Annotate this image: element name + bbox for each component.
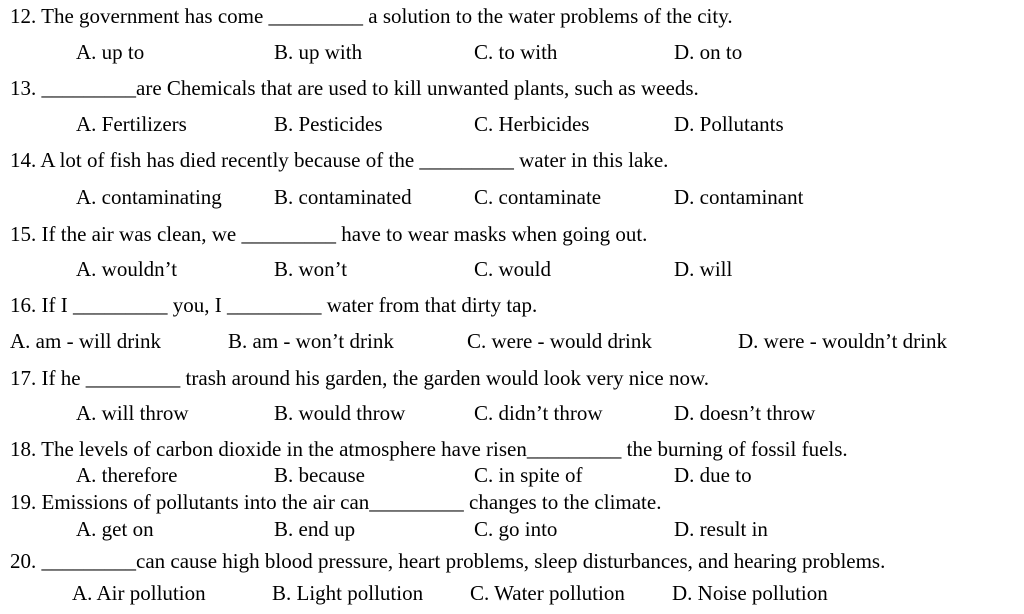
q14-option-a: A. contaminating	[76, 185, 222, 209]
question-20: 20. _________can cause high blood pressure, heart problems, sleep disturbances, and hearing problems.	[10, 549, 886, 573]
q19-option-b: B. end up	[274, 517, 356, 541]
q17-option-a: A. will throw	[76, 401, 189, 425]
q18-option-a: A. therefore	[76, 463, 178, 487]
q19-option-a: A. get on	[76, 517, 154, 541]
question-12: 12. The government has come _________ a solution to the water problems of the city.	[10, 4, 733, 28]
q12-option-d: D. on to	[674, 40, 743, 64]
q13-option-c: C. Herbicides	[474, 112, 590, 136]
q18-option-b: B. because	[274, 463, 365, 487]
q14-option-c: C. contaminate	[474, 185, 602, 209]
question-13: 13. _________are Chemicals that are used to kill unwanted plants, such as weeds.	[10, 76, 699, 100]
q13-option-b: B. Pesticides	[274, 112, 383, 136]
q16-option-a: A. am - will drink	[10, 329, 162, 353]
question-19: 19. Emissions of pollutants into the air can_________ changes to the climate.	[10, 490, 662, 514]
q16-option-b: B. am - won’t drink	[228, 329, 394, 353]
q16-option-d: D. were - wouldn’t drink	[738, 329, 947, 353]
q17-option-d: D. doesn’t throw	[674, 401, 816, 425]
q15-option-b: B. won’t	[274, 257, 348, 281]
q20-option-b: B. Light pollution	[272, 581, 424, 605]
q14-option-d: D. contaminant	[674, 185, 804, 209]
q15-option-d: D. will	[674, 257, 733, 281]
q13-option-d: D. Pollutants	[674, 112, 784, 136]
q14-option-b: B. contaminated	[274, 185, 412, 209]
q15-option-a: A. wouldn’t	[76, 257, 178, 281]
question-15: 15. If the air was clean, we _________ have to wear masks when going out.	[10, 222, 648, 246]
q20-option-d: D. Noise pollution	[672, 581, 828, 605]
q18-option-d: D. due to	[674, 463, 752, 487]
q16-option-c: C. were - would drink	[467, 329, 652, 353]
q13-option-a: A. Fertilizers	[76, 112, 187, 136]
question-16: 16. If I _________ you, I _________ water from that dirty tap.	[10, 293, 538, 317]
q20-option-a: A. Air pollution	[72, 581, 206, 605]
q17-option-c: C. didn’t throw	[474, 401, 603, 425]
q19-option-d: D. result in	[674, 517, 768, 541]
q12-option-b: B. up with	[274, 40, 363, 64]
q19-option-c: C. go into	[474, 517, 558, 541]
question-17: 17. If he _________ trash around his garden, the garden would look very nice now.	[10, 366, 710, 390]
question-14: 14. A lot of fish has died recently because of the _________ water in this lake.	[10, 148, 669, 172]
question-18: 18. The levels of carbon dioxide in the atmosphere have risen_________ the burning of fossil fuels.	[10, 437, 848, 461]
q15-option-c: C. would	[474, 257, 552, 281]
q20-option-c: C. Water pollution	[470, 581, 625, 605]
q17-option-b: B. would throw	[274, 401, 406, 425]
q12-option-c: C. to with	[474, 40, 558, 64]
q18-option-c: C. in spite of	[474, 463, 583, 487]
q12-option-a: A. up to	[76, 40, 145, 64]
